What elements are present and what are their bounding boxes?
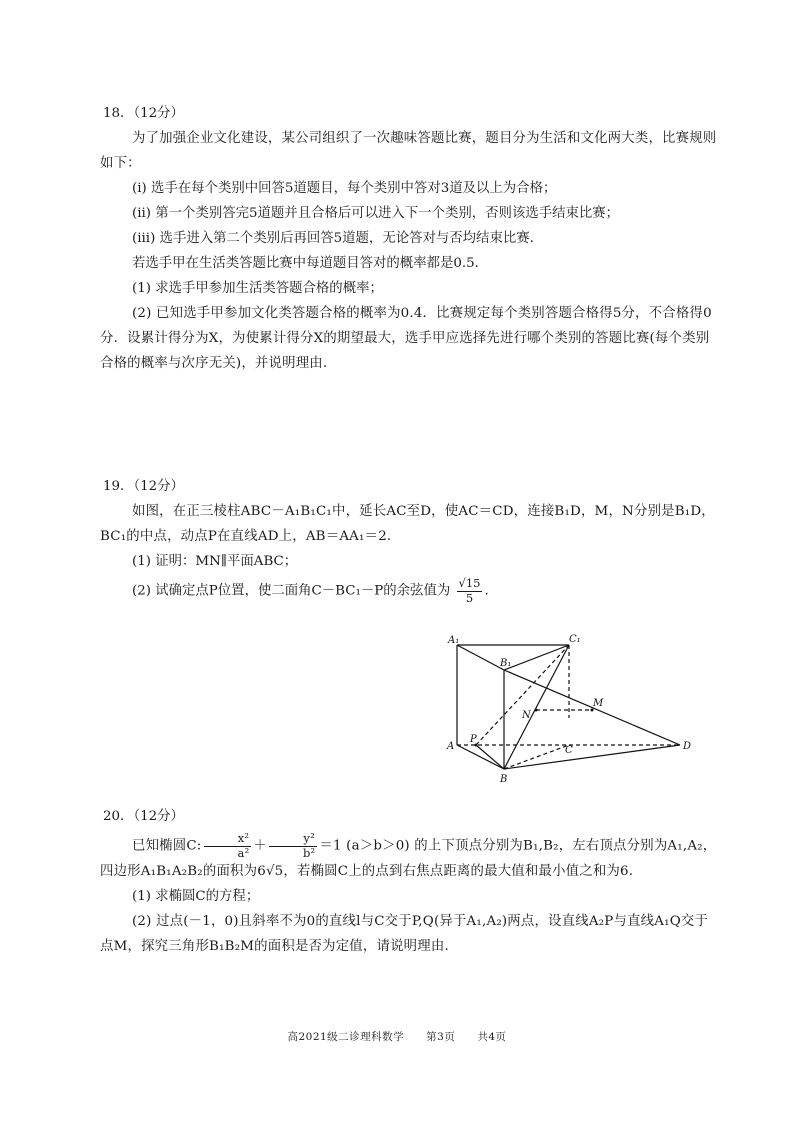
problem-19-question-2 bbox=[100, 578, 718, 604]
point-N bbox=[535, 709, 538, 712]
problem-18 bbox=[100, 101, 718, 376]
fraction-denominator: a² bbox=[237, 845, 250, 860]
edge-P-C1 bbox=[476, 645, 569, 745]
y-squared-over-b-squared bbox=[269, 833, 317, 859]
problem-19-question-1: (1) 证明：MN∥平面ABC； bbox=[132, 554, 298, 569]
problem-19-question-2-end: . bbox=[484, 583, 489, 599]
problem-19-question-2-text: (2) 试确定点P位置，使二面角C－BC₁－P的余弦值为 bbox=[132, 583, 451, 599]
edge-B-C1 bbox=[504, 645, 569, 769]
problem-18-question-2: (2) 已知选手甲参加文化类答题合格的概率为0.4．比赛规定每个类别答题合格得5分，不合格得0分．设累计得分为X，为使累计得分X的期望最大，选手甲应选择先进行哪个类别的答题比赛(每个类别合格的概率与次序无关)，并说明理由. bbox=[100, 306, 712, 371]
problem-20-question-2: (2) 过点(－1，0)且斜率不为0的直线l与C交于P,Q(异于A₁,A₂)两点，设直线A₂P与直线A₁Q交于点M，探究三角形B₁B₂M的面积是否为定值，请说明理由. bbox=[100, 914, 709, 954]
label-P: P bbox=[470, 734, 477, 745]
ellipse-description: ＝1 (a＞b＞0) 的上下顶点分别为B₁,B₂，左右顶点分别为A₁,A₂，四边形A₁B₁A₂B₂的面积为6√5，若椭圆C上的点到右焦点距离的最大值和最小值之和为6. bbox=[100, 838, 717, 879]
problem-20-intro bbox=[100, 833, 718, 884]
edge-A1-B1 bbox=[457, 645, 504, 670]
x-squared-over-a-squared bbox=[204, 833, 252, 859]
label-A1: A₁ bbox=[448, 635, 460, 646]
problem-19-intro: 如图，在正三棱柱ABC－A₁B₁C₁中，延长AC至D，使AC＝CD，连接B₁D，M，N分别是B₁D，BC₁的中点，动点P在直线AD上，AB＝AA₁＝2. bbox=[100, 504, 715, 544]
problem-18-rule-2: (ii) 第一个类别答完5道题并且合格后可以进入下一个类别，否则该选手结束比赛； bbox=[132, 206, 620, 221]
fraction-denominator: 5 bbox=[465, 590, 474, 605]
problem-20 bbox=[100, 804, 718, 959]
problem-19-heading: 19．（12分） bbox=[103, 479, 184, 494]
page-footer: 高2021级二诊理科数学 第3页 共4页 bbox=[287, 1031, 507, 1043]
prism-figure bbox=[440, 628, 702, 792]
label-C1: C₁ bbox=[569, 634, 581, 645]
problem-18-intro: 为了加强企业文化建设，某公司组织了一次趣味答题比赛，题目分为生活和文化两大类，比赛规则如下： bbox=[100, 131, 717, 171]
label-D: D bbox=[683, 741, 692, 752]
ellipse-prefix: 已知椭圆C: bbox=[132, 838, 202, 854]
problem-19 bbox=[100, 474, 718, 604]
fraction-numerator: y² bbox=[269, 833, 317, 847]
problem-18-heading: 18．（12分） bbox=[103, 106, 184, 121]
label-C: C bbox=[565, 745, 573, 756]
fraction-denominator: b² bbox=[303, 845, 316, 860]
edge-B1-C1 bbox=[504, 645, 569, 670]
fraction-numerator: √15 bbox=[458, 576, 481, 590]
edge-B-C bbox=[504, 745, 569, 769]
label-B1: B₁ bbox=[500, 658, 512, 669]
edge-B1-D bbox=[504, 670, 680, 745]
sqrt15-over-5-fraction bbox=[457, 578, 483, 604]
problem-20-question-1: (1) 求椭圆C的方程； bbox=[132, 889, 260, 904]
problem-18-question-1: (1) 求选手甲参加生活类答题合格的概率； bbox=[132, 281, 383, 296]
problem-18-rule-3: (iii) 选手进入第二个类别后再回答5道题，无论答对与否均结束比赛. bbox=[132, 231, 534, 246]
plus-sign: ＋ bbox=[253, 838, 267, 854]
label-M: M bbox=[593, 698, 604, 709]
label-N: N bbox=[522, 710, 531, 721]
problem-18-rule-1: (i) 选手在每个类别中回答5道题目，每个类别中答对3道及以上为合格； bbox=[132, 181, 557, 196]
edge-B-D bbox=[504, 745, 680, 769]
fraction-numerator: x² bbox=[204, 833, 252, 847]
problem-20-heading: 20．（12分） bbox=[103, 809, 184, 824]
label-A: A bbox=[447, 741, 455, 752]
label-B: B bbox=[500, 774, 508, 785]
problem-18-condition: 若选手甲在生活类答题比赛中每道题目答对的概率都是0.5. bbox=[132, 256, 479, 271]
